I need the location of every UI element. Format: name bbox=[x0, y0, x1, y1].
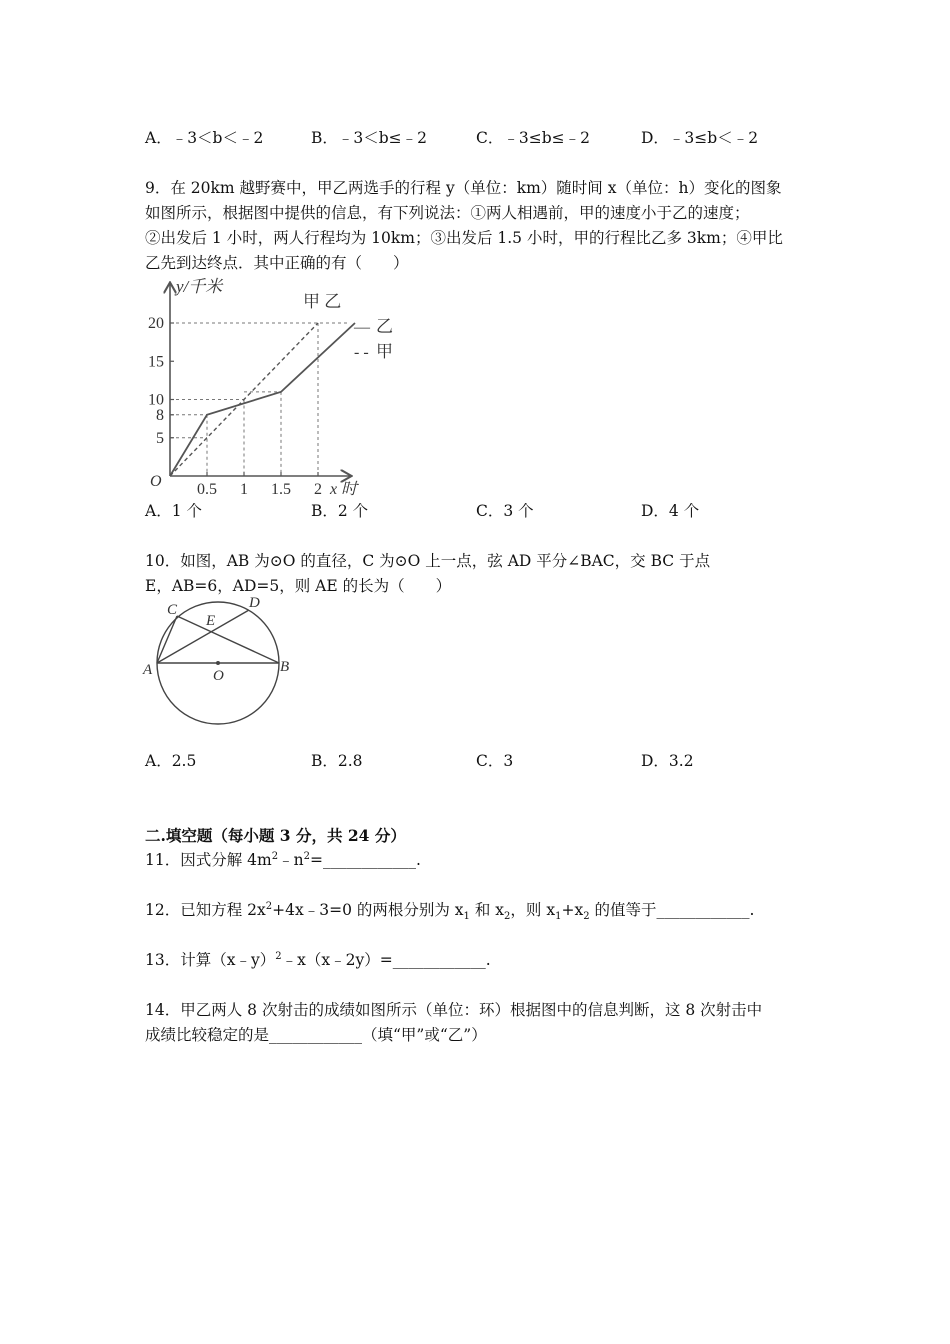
legend-label-yi: 乙 bbox=[376, 317, 393, 336]
x-tick-label: 2 bbox=[314, 481, 322, 498]
chart-x-axis-label: x 时 bbox=[330, 481, 358, 498]
q10-option-d: D．3.2 bbox=[641, 752, 694, 770]
x-tick-label: 1 bbox=[240, 481, 248, 498]
q8-option-a: A．﹣3＜b＜﹣2 bbox=[145, 129, 264, 147]
q10-stem-line-2: E，AB=6，AD=5，则 AE 的长为（ ） bbox=[145, 577, 452, 595]
q14-line-1: 14．甲乙两人 8 次射击的成绩如图所示（单位：环）根据图中的信息判断，这 8 次射击中 bbox=[145, 1001, 763, 1019]
y-tick-label: 20 bbox=[148, 315, 164, 332]
legend-glyph-yi: — bbox=[354, 319, 370, 336]
point-label-d: D bbox=[249, 595, 260, 611]
y-tick-label: 15 bbox=[148, 353, 164, 371]
q9-stem-line-4: 乙先到达终点．其中正确的有（ ） bbox=[145, 254, 409, 272]
chart-y-axis-label: y/千米 bbox=[176, 277, 223, 296]
y-tick-label: 8 bbox=[156, 406, 164, 424]
q12-text: 12．已知方程 $2x^2+4x﹣3=0$ 的两根分别为 $x_1$ 和 $x_2$，则 $x_1+x_2$ 的值等于____________. bbox=[145, 900, 755, 923]
center-point bbox=[216, 661, 220, 665]
legend-glyph-jia: - - bbox=[354, 344, 369, 361]
chart-origin-label: O bbox=[150, 473, 162, 490]
y-tick-label: 5 bbox=[156, 429, 164, 447]
series-line-yi bbox=[170, 323, 355, 476]
y-tick-label: 10 bbox=[148, 391, 164, 409]
series-line-jia bbox=[170, 323, 318, 476]
q10-circle-figure bbox=[140, 594, 300, 730]
q10-option-b: B．2.8 bbox=[311, 752, 363, 770]
point-label-o: O bbox=[213, 668, 224, 684]
chart-top-label: 甲 乙 bbox=[303, 292, 342, 311]
q13-text: 13．计算（x﹣y）$^2$﹣x（x﹣2y）=____________. bbox=[145, 950, 491, 969]
q8-option-b: B．﹣3＜b≤﹣2 bbox=[311, 129, 428, 147]
q10-stem-line-1: 10．如图，AB 为⊙O 的直径，C 为⊙O 上一点，弦 AD 平分∠BAC，交 BC 于点 bbox=[145, 552, 711, 570]
q10-option-c: C．3 bbox=[476, 752, 514, 770]
chart-legend bbox=[353, 317, 393, 361]
q11-text: 11．因式分解 $4m^2﹣n^2=\_\_\_\_\_\_\_\_\_\_\_\_$. bbox=[145, 850, 421, 869]
q9-stem-line-3: ②出发后 1 小时，两人行程均为 10km；③出发后 1.5 小时，甲的行程比乙多 3km；④甲比 bbox=[145, 229, 783, 247]
q9-distance-time-chart bbox=[140, 272, 420, 500]
section-2-title: 二.填空题（每小题 3 分，共 24 分） bbox=[145, 826, 406, 845]
q9-option-c: C．3 个 bbox=[476, 502, 534, 520]
q9-option-b: B．2 个 bbox=[311, 502, 369, 520]
x-tick-label: 0.5 bbox=[197, 481, 217, 498]
point-label-e: E bbox=[206, 613, 216, 629]
q8-option-c: C．﹣3≤b≤﹣2 bbox=[476, 129, 590, 147]
legend-label-jia: 甲 bbox=[376, 342, 393, 361]
chord-ac bbox=[157, 616, 177, 663]
q9-option-a: A．1 个 bbox=[145, 502, 202, 520]
q10-option-a: A．2.5 bbox=[145, 752, 197, 770]
point-label-a: A bbox=[143, 662, 153, 678]
q14-line-2: 成绩比较稳定的是____________（填“甲”或“乙”） bbox=[145, 1026, 487, 1044]
point-label-b: B bbox=[280, 659, 290, 675]
q9-stem-line-2: 如图所示，根据图中提供的信息，有下列说法：①两人相遇前，甲的速度小于乙的速度； bbox=[145, 204, 750, 222]
q9-option-d: D．4 个 bbox=[641, 502, 700, 520]
point-label-c: C bbox=[167, 602, 178, 618]
q9-stem-line-1: 9．在 20km 越野赛中，甲乙两选手的行程 y（单位：km）随时间 x（单位：h）变化的图象 bbox=[145, 179, 782, 197]
q8-option-d: D．﹣3≤b＜﹣2 bbox=[641, 129, 759, 147]
x-tick-label: 1.5 bbox=[271, 481, 291, 498]
